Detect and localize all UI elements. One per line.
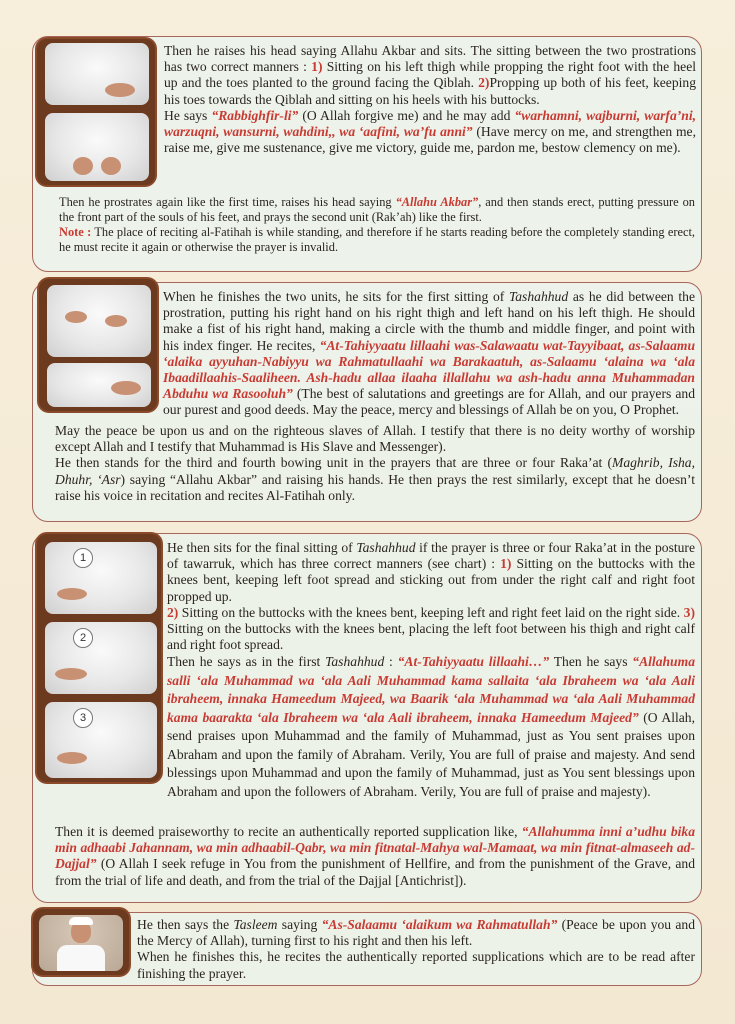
text: saying [277, 917, 322, 932]
section4-text [137, 917, 695, 982]
tasleem-image [39, 915, 123, 971]
text: Then he raises his head saying Allahu Akbar and sits. The sitting between the two prostrations has two correct manners : [164, 43, 696, 75]
manner-number-1: 1) [311, 59, 323, 75]
section1-text-top [164, 43, 696, 156]
text: He then says the [137, 917, 234, 932]
tawarruk-manner-2-image [45, 622, 157, 694]
arabic-transliteration: “Allahuma salli ‘ala Muhammad wa ‘ala Aali Muhammad kama sallaita ‘ala Ibraheem wa ‘ala Aali ibraheem, innaka Hameedum Majeed, wa Baarik ‘ala Muhammad wa ‘ala Aali Muhammad kama baarakta ‘ala Ibraheem wa ‘ala Aali ibraheem, innaka Hameedum Majeed” [167, 654, 695, 725]
arabic-transliteration: “At-Tahiyyaatu lillaahi was-Salawaatu wat-Tayyibaat, as-Salaamu ‘alaika ayyuhan-Nabiyyu wa Rahmatullaahi wa Barakaatuh, as-Salaamu ‘alaina wa ‘ala Ibaadillaahis-Saaliheen. Ash-hadu allaa ilaaha illallahu wa ash-hadu anna Muhammadan Abduhu wa Rasooluh” [163, 337, 695, 402]
arabic-transliteration: “At-Tahiyyaatu lillaahi…” [397, 654, 550, 670]
tasleem-photo-panel [31, 907, 131, 977]
section-final-tashahhud [32, 533, 702, 903]
manner-number-2: 2) [478, 75, 490, 91]
text: Then he says [549, 654, 633, 670]
section-sitting-between-prostrations [32, 36, 702, 272]
manner-number-3: 3) [683, 604, 695, 620]
text: Then he prostrates again like the first time, raises his head saying [59, 195, 396, 209]
text: Sitting on his left thigh while propping the right foot with the heel up and the toes planted to the ground facing the Qiblah. [164, 59, 697, 91]
text: Propping up both of his feet, keeping his toes towards the Qiblah and sitting on his heels with his buttocks. [164, 75, 696, 107]
text: ) saying “Allahu Akbar” and raising his hands. He then prays the rest similarly, except that he doesn’t raise his voice in recitation and recites Al-Fatihah only. [55, 471, 695, 503]
text: (The best of salutations and greetings are for Allah, and our prayers and our purest and good deeds. May the peace, mercy and blessings of Allah be on you, O Prophet. [163, 386, 695, 418]
arabic-transliteration: “Allahu Akbar” [395, 195, 479, 209]
text: (O Allah I seek refuge in You from the punishment of Hellfire, and from the punishment of the Grave, and from the trial of life and death, and from the trial of the Dajjal [Antichrist]). [55, 856, 695, 888]
text: When he finishes the two units, he sits for the first sitting of [163, 289, 509, 304]
text: (Have mercy on me, and strengthen me, raise me, give me sustenance, give me victory, guide me, pardon me, bestow clemency on me). [164, 124, 696, 156]
arabic-transliteration: “As-Salaamu ‘alaikum wa Rahmatullah” [321, 917, 558, 932]
tashahhud-sitting-image [47, 285, 151, 357]
tawarruk-manner-1-image [45, 542, 157, 614]
text: (O Allah forgive me) and he may add [298, 107, 515, 123]
tashahhud-photo-panel [37, 277, 159, 413]
section3-text-bottom [55, 824, 695, 889]
note-text: The place of reciting al-Fatihah is while standing, and therefore if he starts reading before the completely standing erect, he must recite it again or otherwise the prayer is invalid. [59, 225, 696, 254]
term-italic: Tasleem [233, 917, 278, 932]
chart-badge-1: 1 [73, 548, 93, 568]
tawarruk-chart-panel [35, 532, 163, 784]
chart-badge-2: 2 [73, 628, 93, 648]
section2-text-bottom [55, 423, 695, 504]
arabic-transliteration: “warhamni, wajburni, warfa’ni, warzuqni, wansurni, wahdini,, wa ‘aafini, wa’fu anni” [164, 107, 697, 140]
tawarruk-manner-3-image [45, 702, 157, 778]
section3-text-top [167, 540, 695, 801]
text: May the peace be upon us and on the righteous slaves of Allah. I testify that there is no deity worthy of worship except Allah and I testify that Muhammad is His Slave and Messenger). [55, 423, 695, 455]
text: as he did between the prostration, putting his right hand on his right thigh and left hand on his left thigh. He should make a fist of his right hand, making a circle with the thumb and middle finger, and point with his index finger. He recites, [163, 289, 695, 353]
tashahhud-feet-image [47, 363, 151, 407]
section2-text-top [163, 289, 695, 419]
text: Sitting on the buttocks with the knees bent, keeping left and right feet laid on the right side. [178, 604, 684, 620]
sitting-photo-panel [35, 37, 157, 187]
prayer-names: Maghrib, Isha, Dhuhr, ‘Asr [55, 455, 695, 487]
term-italic: Tashahhud [325, 654, 385, 670]
text: He then sits for the final sitting of [167, 540, 357, 555]
section-first-tashahhud [32, 282, 702, 522]
text: He then stands for the third and fourth bowing unit in the prayers that are three or four Raka’at ( [55, 455, 613, 471]
section1-text-bottom [59, 195, 695, 255]
sitting-on-heels-image [45, 113, 149, 181]
text: , and then stands erect, putting pressure on the front part of the souls of his feet, and prays the second unit (Rak’ah) like the first. [59, 195, 696, 224]
arabic-transliteration: “Allahumma inni a’udhu bika min adhaabi Jahannam, wa min adhaabil-Qabr, wa min fitnatal-Mahya wal-Mamaat, wa min fitnat-almaseeh ad-Dajjal” [55, 824, 695, 872]
text: Then it is deemed praiseworthy to recite an authentically reported supplication like, [55, 824, 522, 839]
manner-number-1: 1) [500, 556, 512, 572]
text: (Peace be upon you and the Mercy of Allah), turning first to his right and then his left. [137, 917, 695, 949]
term-italic: Tashahhud [508, 289, 569, 304]
note-label: Note : [59, 225, 92, 239]
text: if the prayer is three or four Raka’at in the posture of tawarruk, which has three correct manners (see chart) : [167, 540, 695, 572]
section-tasleem [32, 912, 702, 986]
text: Sitting on the buttocks with the knees bent, placing the left foot between his thigh and right calf and right foot spread. [167, 621, 695, 653]
text: Then he says as in the first [167, 654, 326, 670]
text: : [384, 654, 398, 670]
chart-badge-3: 3 [73, 708, 93, 728]
prostration-image [45, 43, 149, 105]
text: Sitting on the buttocks with the knees bent, keeping left foot spread and sticking out from under the right calf and right foot propped up. [167, 556, 695, 604]
text: When he finishes this, he recites the authentically reported supplications which are to be read after finishing the prayer. [137, 949, 695, 981]
arabic-transliteration: “Rabbighfir-li” [211, 107, 299, 123]
text: (O Allah, send praises upon Muhammad and the family of Muhammad, just as You sent praises upon Abraham and upon the family of Abraham. Verily, You are full of praise and majesty. And send blessings upon Muhammad and upon the family of Muhammad, just as You sent blessings upon Abraham and upon the followers of Abraham. Verily, You are full of praise and majesty). [167, 709, 695, 799]
text: He says [164, 107, 212, 123]
manner-number-2: 2) [167, 604, 179, 620]
term-italic: Tashahhud [356, 540, 416, 555]
